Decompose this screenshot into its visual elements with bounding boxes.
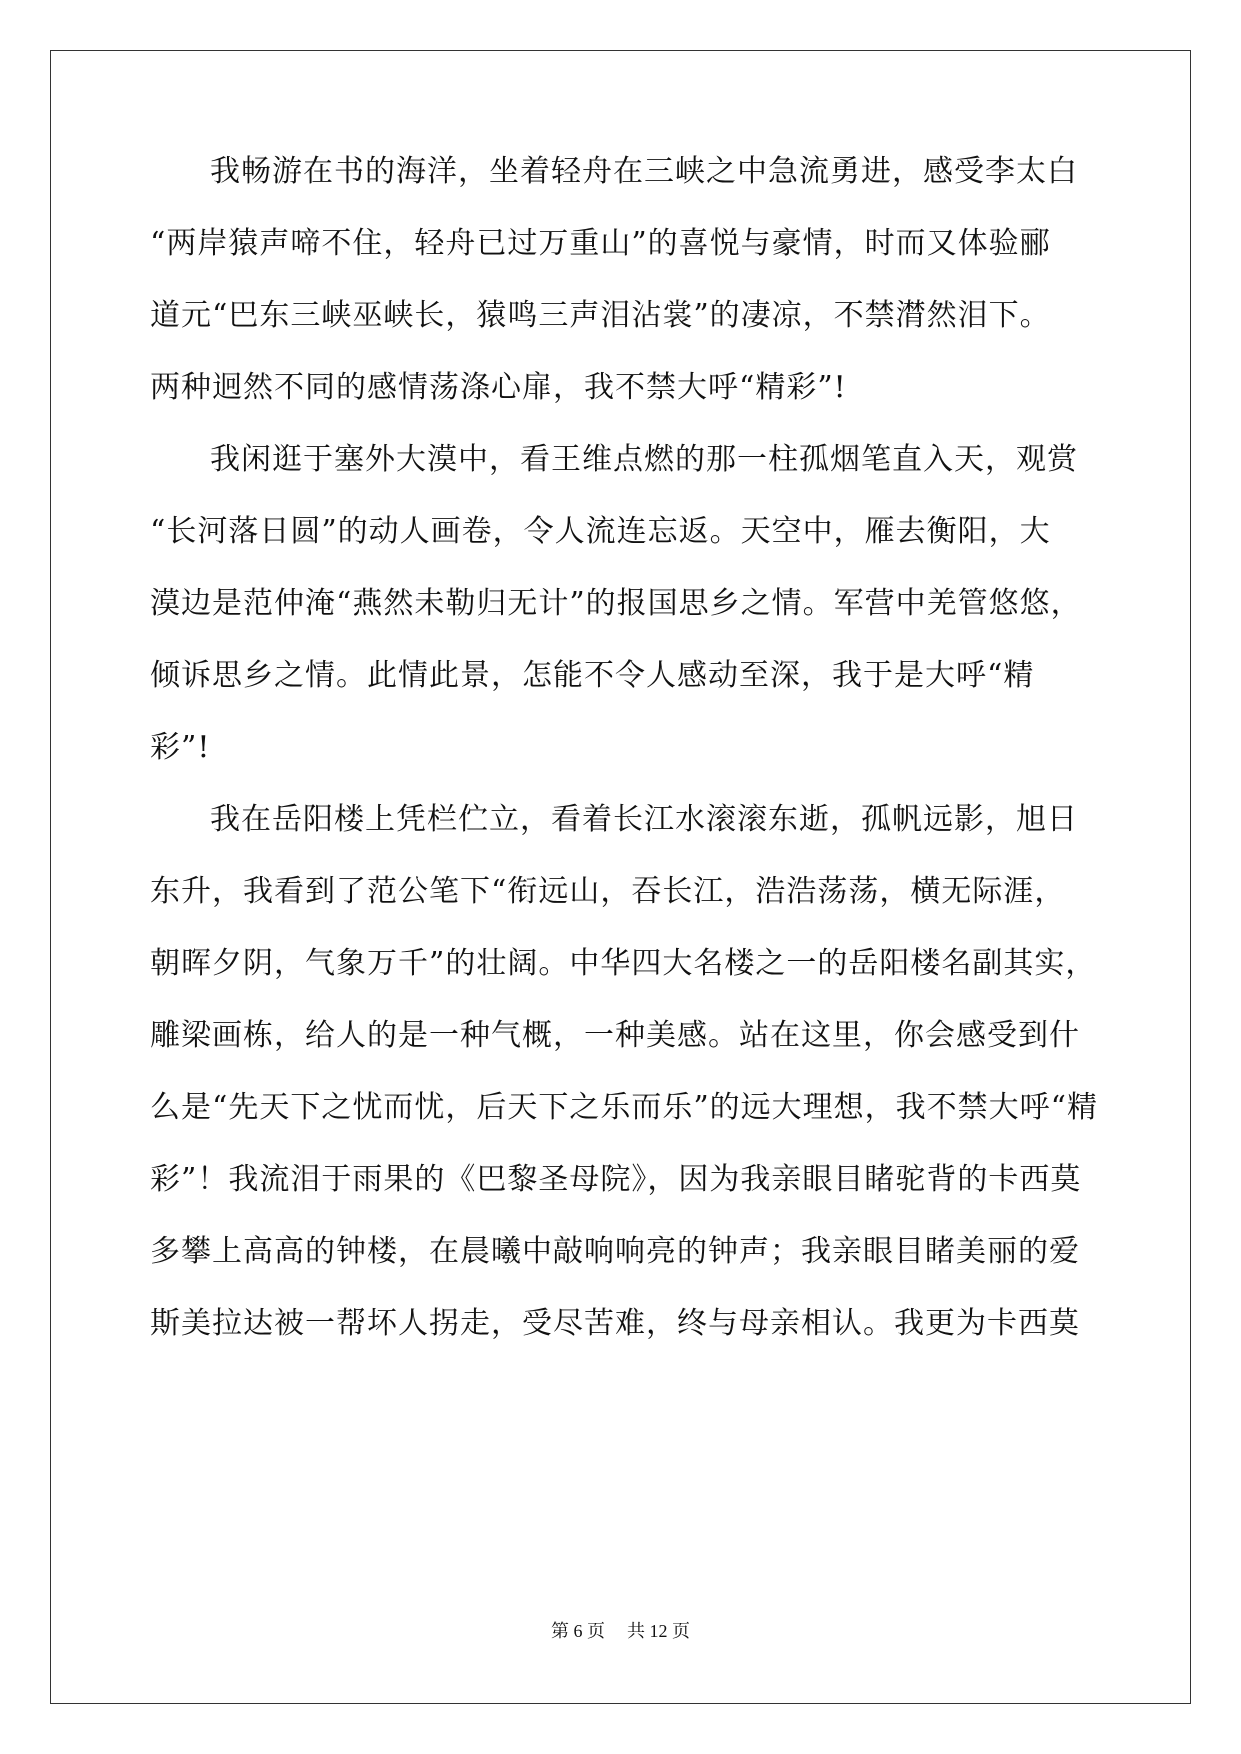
- paragraph-1-line-4: 两种迥然不同的感情荡涤心扉，我不禁大呼“精彩”!: [150, 370, 847, 405]
- paragraph-1-line-3: 道元“巴东三峡巫峡长，猿鸣三声泪沾裳”的凄凉，不禁潸然泪下。: [150, 298, 1051, 333]
- paragraph-3-line-1: 我在岳阳楼上凭栏伫立，看着长江水滚滚东逝，孤帆远影，旭日: [210, 802, 1078, 837]
- paragraph-2-line-4: 倾诉思乡之情。此情此景，怎能不令人感动至深，我于是大呼“精: [150, 658, 1035, 693]
- paragraph-3-line-5: 么是“先天下之忧而忧，后天下之乐而乐”的远大理想，我不禁大呼“精: [150, 1090, 1099, 1125]
- page-footer: [0, 1619, 1241, 1643]
- paragraph-1-line-1: 我畅游在书的海洋，坐着轻舟在三峡之中急流勇进，感受李太白: [210, 154, 1078, 189]
- paragraph-3-line-8: 斯美拉达被一帮坏人拐走，受尽苦难，终与母亲相认。我更为卡西莫: [150, 1306, 1080, 1341]
- paragraph-1-line-2: “两岸猿声啼不住，轻舟已过万重山”的喜悦与豪情，时而又体验郦: [150, 226, 1051, 261]
- paragraph-3-line-2: 东升，我看到了范公笔下“衔远山，吞长江，浩浩荡荡，横无际涯，: [150, 874, 1066, 909]
- paragraph-3-line-6: 彩”！我流泪于雨果的《巴黎圣母院》，因为我亲眼目睹驼背的卡西莫: [150, 1162, 1082, 1197]
- paragraph-2-line-5: 彩”!: [150, 730, 211, 765]
- paragraph-2-line-2: “长河落日圆”的动人画卷，令人流连忘返。天空中，雁去衡阳，大: [150, 514, 1051, 549]
- paragraph-3-line-3: 朝晖夕阴，气象万千”的壮阔。中华四大名楼之一的岳阳楼名副其实，: [150, 946, 1097, 981]
- paragraph-3-line-4: 雕梁画栋，给人的是一种气概，一种美感。站在这里，你会感受到什: [150, 1018, 1080, 1053]
- page-total: 共 12 页: [627, 1621, 690, 1641]
- paragraph-2-line-1: 我闲逛于塞外大漠中，看王维点燃的那一柱孤烟笔直入天，观赏: [210, 442, 1078, 477]
- paragraph-2-line-3: 漠边是范仲淹“燕然未勒归无计”的报国思乡之情。军营中羌管悠悠，: [150, 586, 1082, 621]
- paragraph-3-line-7: 多攀上高高的钟楼，在晨曦中敲响响亮的钟声；我亲眼目睹美丽的爱: [150, 1234, 1080, 1269]
- page-number: 第 6 页: [551, 1621, 605, 1641]
